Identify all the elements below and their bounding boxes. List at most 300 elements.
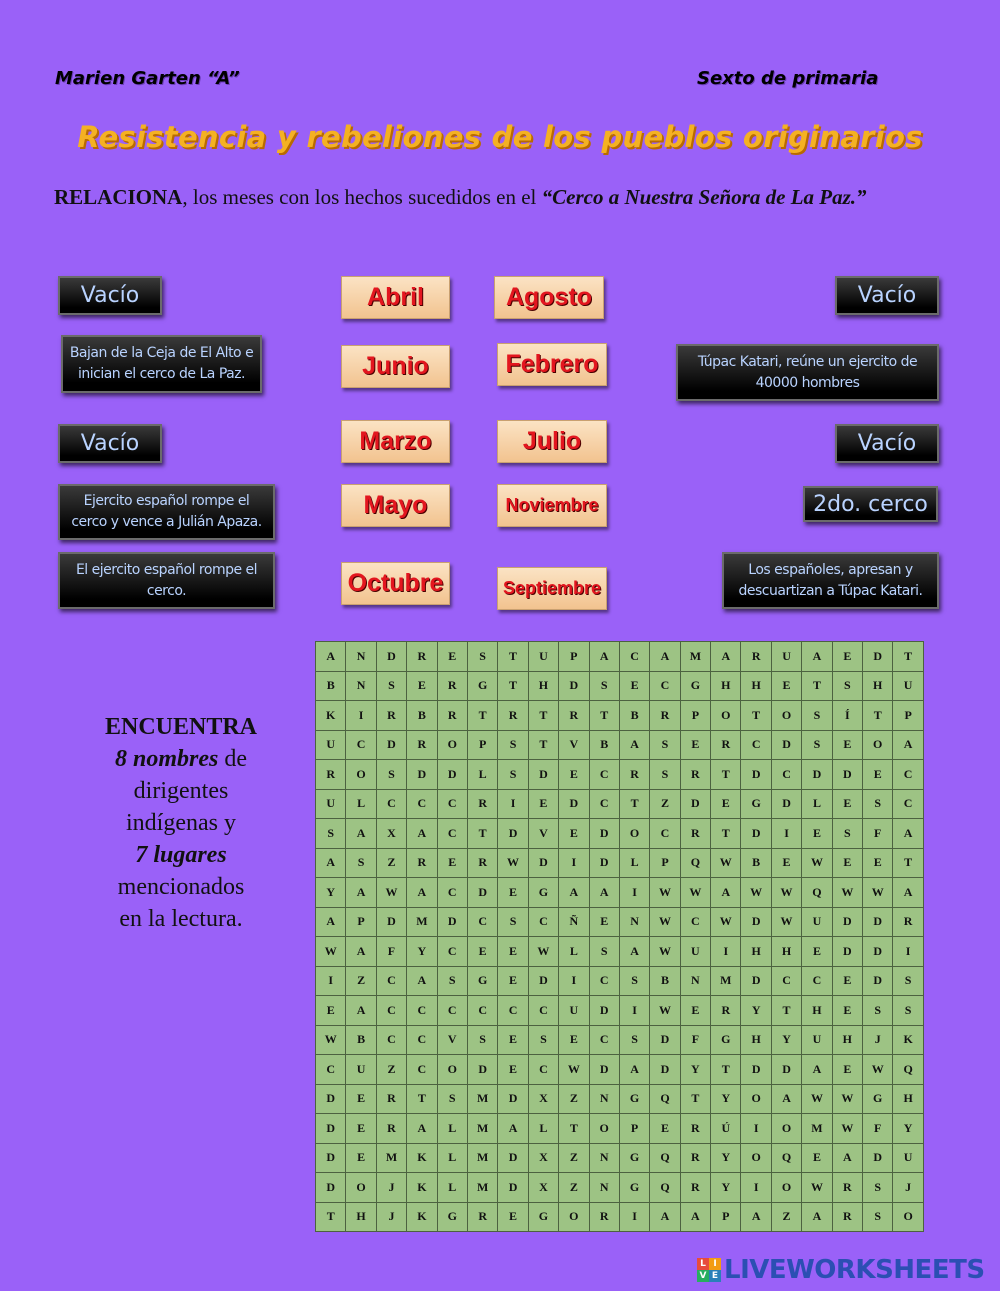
grid-cell[interactable]: S [589, 671, 619, 701]
grid-cell[interactable]: O [863, 730, 893, 760]
grid-cell[interactable]: C [802, 966, 832, 996]
grid-cell[interactable]: A [407, 966, 437, 996]
grid-cell[interactable]: H [802, 996, 832, 1026]
grid-cell[interactable]: C [316, 1055, 346, 1085]
grid-cell[interactable]: D [863, 642, 893, 672]
grid-cell[interactable]: E [832, 789, 862, 819]
grid-cell[interactable]: R [407, 848, 437, 878]
grid-cell[interactable]: W [316, 937, 346, 967]
grid-cell[interactable]: A [802, 1055, 832, 1085]
grid-cell[interactable]: W [376, 878, 406, 908]
grid-cell[interactable]: S [863, 996, 893, 1026]
grid-cell[interactable]: Y [741, 996, 771, 1026]
grid-cell[interactable]: C [589, 789, 619, 819]
grid-cell[interactable]: D [589, 1055, 619, 1085]
grid-cell[interactable]: D [802, 760, 832, 790]
grid-cell[interactable]: A [619, 937, 649, 967]
grid-cell[interactable]: T [498, 642, 528, 672]
grid-cell[interactable]: E [559, 1025, 589, 1055]
grid-cell[interactable]: R [680, 1173, 710, 1203]
grid-cell[interactable]: R [589, 1202, 619, 1232]
grid-cell[interactable]: B [619, 701, 649, 731]
grid-cell[interactable]: R [437, 671, 467, 701]
grid-cell[interactable]: T [680, 1084, 710, 1114]
grid-cell[interactable]: A [832, 1143, 862, 1173]
grid-cell[interactable]: T [893, 848, 923, 878]
grid-cell[interactable]: E [346, 1084, 376, 1114]
drop-zone-left-1[interactable]: Vacío [58, 276, 162, 315]
grid-cell[interactable]: A [893, 878, 923, 908]
grid-cell[interactable]: J [863, 1025, 893, 1055]
grid-cell[interactable]: R [437, 701, 467, 731]
grid-cell[interactable]: W [650, 996, 680, 1026]
grid-cell[interactable]: S [498, 730, 528, 760]
grid-cell[interactable]: D [741, 907, 771, 937]
grid-cell[interactable]: T [559, 1114, 589, 1144]
month-septiembre[interactable]: Septiembre [497, 567, 607, 610]
grid-cell[interactable]: D [316, 1173, 346, 1203]
grid-cell[interactable]: H [741, 671, 771, 701]
grid-cell[interactable]: C [528, 1055, 558, 1085]
grid-cell[interactable]: T [528, 701, 558, 731]
grid-cell[interactable]: D [863, 907, 893, 937]
grid-cell[interactable]: O [741, 1084, 771, 1114]
grid-cell[interactable]: E [832, 966, 862, 996]
grid-cell[interactable]: R [832, 1202, 862, 1232]
grid-cell[interactable]: O [346, 1173, 376, 1203]
grid-cell[interactable]: E [680, 730, 710, 760]
grid-cell[interactable]: K [407, 1143, 437, 1173]
grid-cell[interactable]: D [650, 1025, 680, 1055]
grid-cell[interactable]: T [498, 671, 528, 701]
grid-cell[interactable]: W [528, 937, 558, 967]
grid-cell[interactable]: D [771, 1055, 801, 1085]
grid-cell[interactable]: P [467, 730, 497, 760]
grid-cell[interactable]: S [893, 966, 923, 996]
grid-cell[interactable]: O [771, 1173, 801, 1203]
grid-cell[interactable]: Z [559, 1173, 589, 1203]
grid-cell[interactable]: Q [802, 878, 832, 908]
grid-cell[interactable]: A [559, 878, 589, 908]
grid-cell[interactable]: W [802, 1084, 832, 1114]
grid-cell[interactable]: R [680, 819, 710, 849]
grid-cell[interactable]: P [559, 642, 589, 672]
grid-cell[interactable]: I [619, 878, 649, 908]
grid-cell[interactable]: A [589, 642, 619, 672]
grid-cell[interactable]: R [559, 701, 589, 731]
grid-cell[interactable]: E [498, 1025, 528, 1055]
grid-cell[interactable]: S [619, 966, 649, 996]
grid-cell[interactable]: R [376, 701, 406, 731]
grid-cell[interactable]: E [589, 907, 619, 937]
grid-cell[interactable]: O [437, 1055, 467, 1085]
grid-cell[interactable]: H [832, 1025, 862, 1055]
grid-cell[interactable]: D [741, 966, 771, 996]
grid-cell[interactable]: S [863, 1173, 893, 1203]
grid-cell[interactable]: C [437, 789, 467, 819]
grid-cell[interactable]: Y [771, 1025, 801, 1055]
grid-cell[interactable]: I [498, 789, 528, 819]
grid-cell[interactable]: S [802, 701, 832, 731]
grid-cell[interactable]: R [680, 1143, 710, 1173]
grid-cell[interactable]: W [832, 1114, 862, 1144]
grid-cell[interactable]: W [741, 878, 771, 908]
grid-cell[interactable]: P [893, 701, 923, 731]
grid-cell[interactable]: R [680, 1114, 710, 1144]
grid-cell[interactable]: O [559, 1202, 589, 1232]
grid-cell[interactable]: B [346, 1025, 376, 1055]
grid-cell[interactable]: X [528, 1143, 558, 1173]
grid-cell[interactable]: P [650, 848, 680, 878]
grid-cell[interactable]: M [467, 1084, 497, 1114]
grid-cell[interactable]: M [376, 1143, 406, 1173]
grid-cell[interactable]: A [346, 937, 376, 967]
grid-cell[interactable]: R [680, 760, 710, 790]
event-card-right-4[interactable]: 2do. cerco [803, 486, 938, 522]
grid-cell[interactable]: W [863, 878, 893, 908]
grid-cell[interactable]: A [316, 907, 346, 937]
grid-cell[interactable]: D [832, 760, 862, 790]
grid-cell[interactable]: T [619, 789, 649, 819]
grid-cell[interactable]: L [437, 1114, 467, 1144]
grid-cell[interactable]: R [498, 701, 528, 731]
grid-cell[interactable]: E [498, 1202, 528, 1232]
grid-cell[interactable]: D [437, 760, 467, 790]
grid-cell[interactable]: R [741, 642, 771, 672]
grid-cell[interactable]: A [316, 642, 346, 672]
grid-cell[interactable]: I [711, 937, 741, 967]
grid-cell[interactable]: E [619, 671, 649, 701]
grid-cell[interactable]: S [863, 789, 893, 819]
word-search-grid[interactable] [315, 641, 924, 1232]
grid-cell[interactable]: C [346, 730, 376, 760]
grid-cell[interactable]: D [498, 1143, 528, 1173]
grid-cell[interactable]: G [680, 671, 710, 701]
grid-cell[interactable]: P [680, 701, 710, 731]
grid-cell[interactable]: R [376, 1114, 406, 1144]
grid-cell[interactable]: D [559, 671, 589, 701]
grid-cell[interactable]: G [437, 1202, 467, 1232]
grid-cell[interactable]: Y [711, 1084, 741, 1114]
grid-cell[interactable]: U [893, 1143, 923, 1173]
grid-cell[interactable]: G [619, 1143, 649, 1173]
grid-cell[interactable]: C [407, 789, 437, 819]
grid-cell[interactable]: G [619, 1173, 649, 1203]
grid-cell[interactable]: E [711, 789, 741, 819]
grid-cell[interactable]: D [498, 1084, 528, 1114]
grid-cell[interactable]: J [893, 1173, 923, 1203]
grid-cell[interactable]: U [346, 1055, 376, 1085]
grid-cell[interactable]: C [407, 996, 437, 1026]
grid-cell[interactable]: S [893, 996, 923, 1026]
grid-cell[interactable]: N [346, 642, 376, 672]
grid-cell[interactable]: W [711, 848, 741, 878]
grid-cell[interactable]: A [589, 878, 619, 908]
grid-cell[interactable]: A [650, 1202, 680, 1232]
grid-cell[interactable]: D [741, 760, 771, 790]
grid-cell[interactable]: D [863, 937, 893, 967]
grid-cell[interactable]: T [316, 1202, 346, 1232]
grid-cell[interactable]: G [467, 671, 497, 701]
grid-cell[interactable]: E [437, 642, 467, 672]
grid-cell[interactable]: Q [893, 1055, 923, 1085]
grid-cell[interactable]: T [893, 642, 923, 672]
grid-cell[interactable]: K [407, 1202, 437, 1232]
grid-cell[interactable]: E [316, 996, 346, 1026]
grid-cell[interactable]: Y [680, 1055, 710, 1085]
grid-cell[interactable]: H [528, 671, 558, 701]
grid-cell[interactable]: D [741, 1055, 771, 1085]
month-julio[interactable]: Julio [497, 420, 607, 463]
grid-cell[interactable]: X [376, 819, 406, 849]
grid-cell[interactable]: S [376, 671, 406, 701]
grid-cell[interactable]: S [832, 819, 862, 849]
grid-cell[interactable]: N [619, 907, 649, 937]
grid-cell[interactable]: Z [771, 1202, 801, 1232]
grid-cell[interactable]: S [589, 937, 619, 967]
grid-cell[interactable]: S [346, 848, 376, 878]
grid-cell[interactable]: I [619, 1202, 649, 1232]
grid-cell[interactable]: C [467, 907, 497, 937]
grid-cell[interactable]: W [802, 848, 832, 878]
grid-cell[interactable]: D [559, 789, 589, 819]
grid-cell[interactable]: F [863, 1114, 893, 1144]
grid-cell[interactable]: G [863, 1084, 893, 1114]
grid-cell[interactable]: E [346, 1143, 376, 1173]
grid-cell[interactable]: C [771, 760, 801, 790]
grid-cell[interactable]: U [559, 996, 589, 1026]
grid-cell[interactable]: L [619, 848, 649, 878]
grid-cell[interactable]: A [407, 819, 437, 849]
grid-cell[interactable]: G [741, 789, 771, 819]
grid-cell[interactable]: T [771, 996, 801, 1026]
grid-cell[interactable]: E [559, 819, 589, 849]
grid-cell[interactable]: T [863, 701, 893, 731]
grid-cell[interactable]: J [376, 1173, 406, 1203]
grid-cell[interactable]: C [437, 937, 467, 967]
grid-cell[interactable]: E [802, 1143, 832, 1173]
grid-cell[interactable]: S [437, 1084, 467, 1114]
grid-cell[interactable]: C [771, 966, 801, 996]
grid-cell[interactable]: E [498, 966, 528, 996]
grid-cell[interactable]: N [680, 966, 710, 996]
grid-cell[interactable]: H [771, 937, 801, 967]
grid-cell[interactable]: Z [376, 1055, 406, 1085]
grid-cell[interactable]: R [407, 642, 437, 672]
grid-cell[interactable]: B [650, 966, 680, 996]
month-febrero[interactable]: Febrero [497, 343, 607, 386]
month-octubre[interactable]: Octubre [341, 562, 450, 605]
grid-cell[interactable]: A [893, 819, 923, 849]
grid-cell[interactable]: R [467, 1202, 497, 1232]
grid-cell[interactable]: C [589, 966, 619, 996]
grid-cell[interactable]: H [893, 1084, 923, 1114]
grid-cell[interactable]: T [528, 730, 558, 760]
grid-cell[interactable]: T [467, 819, 497, 849]
grid-cell[interactable]: E [467, 937, 497, 967]
grid-cell[interactable]: T [802, 671, 832, 701]
grid-cell[interactable]: C [893, 789, 923, 819]
grid-cell[interactable]: U [528, 642, 558, 672]
grid-cell[interactable]: O [589, 1114, 619, 1144]
grid-cell[interactable]: Y [711, 1173, 741, 1203]
grid-cell[interactable]: D [467, 878, 497, 908]
grid-cell[interactable]: T [407, 1084, 437, 1114]
grid-cell[interactable]: E [559, 760, 589, 790]
grid-cell[interactable]: I [893, 937, 923, 967]
grid-cell[interactable]: D [316, 1114, 346, 1144]
grid-cell[interactable]: E [437, 848, 467, 878]
grid-cell[interactable]: X [528, 1173, 558, 1203]
grid-cell[interactable]: E [498, 937, 528, 967]
grid-cell[interactable]: G [528, 878, 558, 908]
event-card-left-2[interactable]: Bajan de la Ceja de El Alto e inician el cerco de La Paz. [61, 335, 262, 393]
grid-cell[interactable]: D [316, 1143, 346, 1173]
grid-cell[interactable]: A [407, 1114, 437, 1144]
grid-cell[interactable]: T [741, 701, 771, 731]
grid-cell[interactable]: M [407, 907, 437, 937]
grid-cell[interactable]: N [589, 1143, 619, 1173]
month-junio[interactable]: Junio [341, 345, 450, 388]
grid-cell[interactable]: I [771, 819, 801, 849]
grid-cell[interactable]: P [346, 907, 376, 937]
grid-cell[interactable]: E [832, 730, 862, 760]
grid-cell[interactable]: C [650, 819, 680, 849]
grid-cell[interactable]: F [863, 819, 893, 849]
grid-cell[interactable]: T [589, 701, 619, 731]
grid-cell[interactable]: A [802, 642, 832, 672]
grid-cell[interactable]: E [498, 1055, 528, 1085]
grid-cell[interactable]: C [498, 996, 528, 1026]
event-card-left-4[interactable]: Ejercito español rompe el cerco y vence a Julián Apaza. [58, 484, 275, 540]
grid-cell[interactable]: Z [650, 789, 680, 819]
grid-cell[interactable]: M [467, 1173, 497, 1203]
grid-cell[interactable]: U [680, 937, 710, 967]
grid-cell[interactable]: W [832, 878, 862, 908]
grid-cell[interactable]: E [498, 878, 528, 908]
grid-cell[interactable]: G [619, 1084, 649, 1114]
grid-cell[interactable]: B [407, 701, 437, 731]
grid-cell[interactable]: V [528, 819, 558, 849]
grid-cell[interactable]: D [437, 907, 467, 937]
grid-cell[interactable]: Y [407, 937, 437, 967]
grid-cell[interactable]: S [650, 730, 680, 760]
grid-cell[interactable]: B [589, 730, 619, 760]
grid-cell[interactable]: D [832, 907, 862, 937]
grid-cell[interactable]: Z [376, 848, 406, 878]
month-abril[interactable]: Abril [341, 276, 450, 319]
grid-cell[interactable]: E [680, 996, 710, 1026]
grid-cell[interactable]: I [619, 996, 649, 1026]
grid-cell[interactable]: Q [680, 848, 710, 878]
grid-cell[interactable]: E [832, 996, 862, 1026]
grid-cell[interactable]: A [741, 1202, 771, 1232]
grid-cell[interactable]: M [467, 1143, 497, 1173]
grid-cell[interactable]: A [680, 1202, 710, 1232]
month-mayo[interactable]: Mayo [341, 484, 450, 527]
grid-cell[interactable]: S [528, 1025, 558, 1055]
grid-cell[interactable]: D [680, 789, 710, 819]
grid-cell[interactable]: T [711, 1055, 741, 1085]
grid-cell[interactable]: C [741, 730, 771, 760]
grid-cell[interactable]: C [437, 819, 467, 849]
grid-cell[interactable]: Q [650, 1173, 680, 1203]
grid-cell[interactable]: I [741, 1173, 771, 1203]
grid-cell[interactable]: S [832, 671, 862, 701]
grid-cell[interactable]: D [528, 760, 558, 790]
grid-cell[interactable]: S [802, 730, 832, 760]
grid-cell[interactable]: K [407, 1173, 437, 1203]
grid-cell[interactable]: S [619, 1025, 649, 1055]
grid-cell[interactable]: I [346, 701, 376, 731]
grid-cell[interactable]: V [559, 730, 589, 760]
grid-cell[interactable]: L [528, 1114, 558, 1144]
grid-cell[interactable]: G [528, 1202, 558, 1232]
grid-cell[interactable]: O [771, 701, 801, 731]
grid-cell[interactable]: W [771, 907, 801, 937]
grid-cell[interactable]: E [832, 642, 862, 672]
grid-cell[interactable]: J [376, 1202, 406, 1232]
event-card-right-2[interactable]: Túpac Katari, reúne un ejercito de 40000 hombres [676, 344, 939, 401]
grid-cell[interactable]: F [680, 1025, 710, 1055]
grid-cell[interactable]: A [771, 1084, 801, 1114]
grid-cell[interactable]: C [407, 1025, 437, 1055]
grid-cell[interactable]: R [316, 760, 346, 790]
grid-cell[interactable]: E [832, 848, 862, 878]
grid-cell[interactable]: M [680, 642, 710, 672]
grid-cell[interactable]: S [498, 907, 528, 937]
grid-cell[interactable]: A [346, 996, 376, 1026]
grid-cell[interactable]: Z [346, 966, 376, 996]
grid-cell[interactable]: T [711, 760, 741, 790]
grid-cell[interactable]: A [711, 878, 741, 908]
grid-cell[interactable]: D [863, 966, 893, 996]
grid-cell[interactable]: O [771, 1114, 801, 1144]
grid-cell[interactable]: S [467, 642, 497, 672]
drop-zone-left-3[interactable]: Vacío [58, 424, 162, 463]
grid-cell[interactable]: E [771, 848, 801, 878]
grid-cell[interactable]: S [376, 760, 406, 790]
month-agosto[interactable]: Agosto [494, 276, 604, 319]
grid-cell[interactable]: S [467, 1025, 497, 1055]
grid-cell[interactable]: L [559, 937, 589, 967]
grid-cell[interactable]: D [741, 819, 771, 849]
grid-cell[interactable]: P [711, 1202, 741, 1232]
grid-cell[interactable]: U [771, 642, 801, 672]
grid-cell[interactable]: T [467, 701, 497, 731]
grid-cell[interactable]: D [376, 642, 406, 672]
grid-cell[interactable]: M [467, 1114, 497, 1144]
grid-cell[interactable]: Q [771, 1143, 801, 1173]
grid-cell[interactable]: O [346, 760, 376, 790]
grid-cell[interactable]: W [832, 1084, 862, 1114]
grid-cell[interactable]: A [802, 1202, 832, 1232]
grid-cell[interactable]: R [832, 1173, 862, 1203]
grid-cell[interactable]: G [467, 966, 497, 996]
grid-cell[interactable]: C [589, 1025, 619, 1055]
grid-cell[interactable]: W [771, 878, 801, 908]
grid-cell[interactable]: U [802, 907, 832, 937]
grid-cell[interactable]: O [741, 1143, 771, 1173]
grid-cell[interactable]: W [863, 1055, 893, 1085]
grid-cell[interactable]: W [650, 878, 680, 908]
grid-cell[interactable]: H [711, 671, 741, 701]
grid-cell[interactable]: Q [650, 1143, 680, 1173]
grid-cell[interactable]: A [893, 730, 923, 760]
event-card-right-5[interactable]: Los españoles, apresan y descuartizan a Túpac Katari. [722, 552, 939, 609]
grid-cell[interactable]: D [589, 848, 619, 878]
grid-cell[interactable]: O [711, 701, 741, 731]
